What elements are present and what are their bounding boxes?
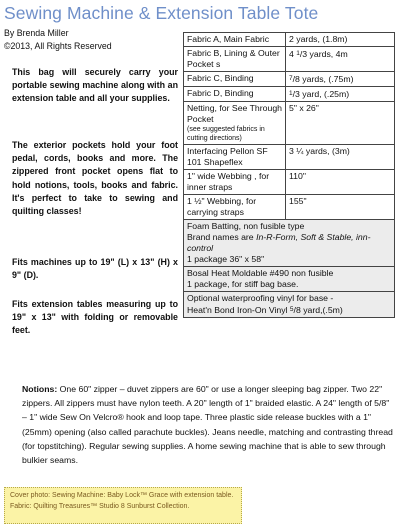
material-qty: 3 ¼ yards, (3m)	[286, 145, 395, 170]
batting-brands	[187, 232, 391, 254]
bosal-line: Bosal Heat Moldable #490 non fusible	[187, 268, 334, 278]
table-row	[184, 267, 395, 292]
material-item: Interfacing Pellon SF 101 Shapeflex	[184, 145, 286, 170]
intro-paragraph-2: The exterior pockets hold your foot pedal, cords, books and more. The zippered front pocket opens flat to hold notions, tools, books and fabric. It's perfect to take to sewing and quilting classes!	[12, 140, 178, 217]
material-item	[184, 102, 286, 145]
material-item: Fabric A, Main Fabric	[184, 33, 286, 47]
table-row	[184, 145, 395, 170]
material-qty	[286, 72, 395, 87]
material-qty: 5" x 26"	[286, 102, 395, 145]
table-row	[184, 195, 395, 220]
batting-qty: 1 package 36" x 58"	[187, 254, 265, 264]
vinyl-qty	[187, 304, 391, 316]
qty-rest: yard, (.25m)	[299, 89, 350, 99]
qty-frac-den: /3	[292, 89, 300, 99]
material-qty: 155"	[286, 195, 395, 220]
qty-frac-num: 1	[296, 50, 300, 57]
notions-label: Notions:	[22, 384, 58, 394]
intro-paragraph-4: Fits extension tables measuring up to 19" x 13" with folding or removable feet.	[12, 299, 178, 336]
table-row	[184, 47, 395, 72]
bosal-cell	[184, 267, 395, 292]
material-item-name: Netting, for See Through Pocket	[187, 103, 282, 124]
table-row	[184, 87, 395, 102]
qty-frac-den: /8	[292, 74, 300, 84]
qty-rest: yards, 4m	[307, 49, 348, 59]
table-row	[184, 292, 395, 318]
qty-frac-num: 7	[289, 75, 293, 82]
notions-text: One 60" zipper – duvet zippers are 60" or use a longer sleeping bag zipper. Two 22" zippers. All zippers must have nylon teeth. A 20" length of 1" braided elastic. A 24" length of 5/8" – 1" wide Sew On Velcro® hook and loop tape. Three plastic side release buckles with a 1" (25mm) opening (also called parachute buckles). Jeans needle, matching and contrasting thread (for topstitching). Regular sewing supplies. A home sewing machine that is able to sew through bulkier seams.	[22, 384, 393, 466]
notions-paragraph	[22, 382, 394, 467]
material-qty: 110"	[286, 170, 395, 195]
page-title: Sewing Machine & Extension Table Tote	[4, 3, 319, 23]
material-qty	[286, 87, 395, 102]
author: By Brenda Miller	[4, 28, 69, 38]
intro-paragraph-3: Fits machines up to 19" (L) x 13" (H) x 9" (D).	[12, 257, 178, 281]
intro-paragraph-1: This bag will securely carry your portable sewing machine along with an extension table and all your supplies.	[12, 67, 178, 104]
material-qty: 2 yards, (1.8m)	[286, 33, 395, 47]
table-row	[184, 170, 395, 195]
table-row	[184, 33, 395, 47]
material-qty	[286, 47, 395, 72]
table-row	[184, 72, 395, 87]
batting-brands-names: In-R-Form, Soft & Stable, inn-control	[187, 232, 371, 253]
material-item: Fabric D, Binding	[184, 87, 286, 102]
qty-rest: yards, (.75m)	[299, 74, 354, 84]
batting-cell	[184, 220, 395, 267]
material-item: Fabric B, Lining & Outer Pocket s	[184, 47, 286, 72]
qty-frac-num: 5	[289, 306, 294, 313]
materials-table	[183, 32, 395, 318]
batting-line: Foam Batting, non fusible type	[187, 221, 305, 231]
qty-frac-num: 1	[289, 90, 293, 97]
cover-photo-note: Cover photo: Sewing Machine: Baby Lock™ Grace with extension table. Fabric: Quilting Treasures™ Studio 8 Sunburst Collection.	[4, 487, 242, 524]
table-row	[184, 220, 395, 267]
byline	[4, 27, 112, 53]
material-item: 1" wide Webbing , for inner straps	[184, 170, 286, 195]
material-note: (see suggested fabrics in cutting directions)	[187, 126, 265, 142]
table-row	[184, 102, 395, 145]
batting-brands-label: Brand names are	[187, 232, 257, 242]
qty-whole: 4	[289, 49, 297, 59]
copyright: ©2013, All Rights Reserved	[4, 41, 112, 51]
bosal-qty: 1 package, for stiff bag base.	[187, 279, 299, 289]
vinyl-brand: Heat'n Bond Iron-On Vinyl	[187, 305, 290, 315]
qty-frac-den: /8	[293, 305, 301, 315]
vinyl-line: Optional waterproofing vinyl for base -	[187, 293, 334, 303]
qty-frac-den: /3	[299, 49, 308, 59]
qty-rest: yard,(.5m)	[300, 305, 343, 315]
vinyl-cell	[184, 292, 395, 318]
material-item: Fabric C, Binding	[184, 72, 286, 87]
material-item: 1 ½" Webbing, for carrying straps	[184, 195, 286, 220]
